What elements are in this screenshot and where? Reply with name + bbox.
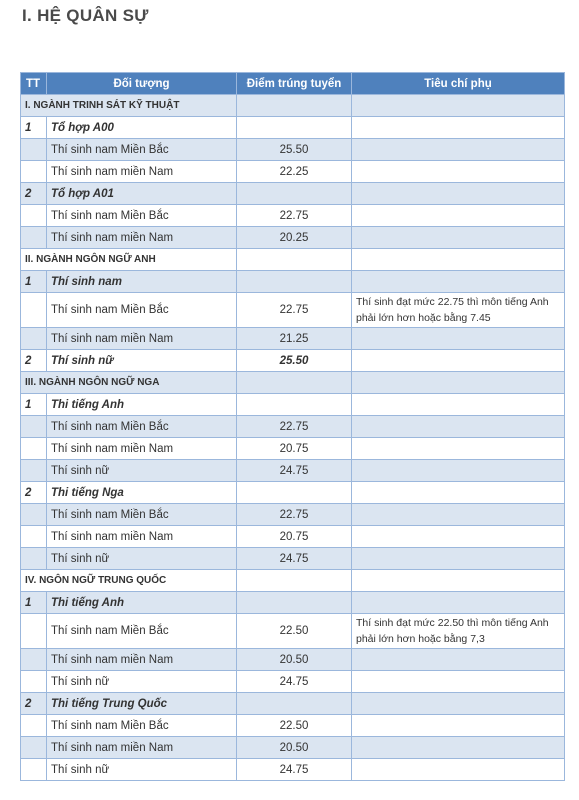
row-number — [21, 205, 47, 227]
candidate-label: Thí sinh nam miền Nam — [47, 526, 237, 548]
criteria-cell — [352, 504, 565, 526]
row-number — [21, 715, 47, 737]
candidate-label: Thí sinh nam miền Nam — [47, 328, 237, 350]
row-number: 2 — [21, 693, 47, 715]
criteria-cell — [352, 649, 565, 671]
table-row — [21, 416, 565, 438]
table-row — [21, 205, 565, 227]
candidate-label: Thí sinh nam Miền Bắc — [47, 293, 237, 328]
group-title: Thí sinh nam — [47, 271, 237, 293]
table-row — [21, 161, 565, 183]
score-cell: 22.75 — [237, 205, 352, 227]
criteria-cell — [352, 570, 565, 592]
score-cell — [237, 271, 352, 293]
criteria-cell — [352, 671, 565, 693]
candidate-label: Thí sinh nam miền Nam — [47, 438, 237, 460]
score-cell: 20.75 — [237, 526, 352, 548]
section-title: II. NGÀNH NGÔN NGỮ ANH — [21, 249, 237, 271]
group-title: Thi tiếng Anh — [47, 394, 237, 416]
candidate-label: Thí sinh nam miền Nam — [47, 227, 237, 249]
criteria-cell — [352, 693, 565, 715]
criteria-cell — [352, 715, 565, 737]
row-number: 1 — [21, 271, 47, 293]
group-row — [21, 350, 565, 372]
group-title: Thi tiếng Anh — [47, 592, 237, 614]
row-number — [21, 649, 47, 671]
admission-table — [20, 72, 565, 781]
candidate-label: Thí sinh nữ — [47, 548, 237, 570]
criteria-cell — [352, 416, 565, 438]
row-number — [21, 328, 47, 350]
criteria-cell — [352, 394, 565, 416]
criteria-cell — [352, 227, 565, 249]
candidate-label: Thí sinh nam Miền Bắc — [47, 504, 237, 526]
row-number — [21, 671, 47, 693]
score-cell — [237, 95, 352, 117]
candidate-label: Thí sinh nam miền Nam — [47, 737, 237, 759]
row-number: 2 — [21, 482, 47, 504]
group-title: Thi tiếng Trung Quốc — [47, 693, 237, 715]
row-number — [21, 737, 47, 759]
score-cell: 20.50 — [237, 737, 352, 759]
row-number: 2 — [21, 183, 47, 205]
table-row — [21, 328, 565, 350]
row-number — [21, 548, 47, 570]
group-row — [21, 592, 565, 614]
score-cell: 21.25 — [237, 328, 352, 350]
criteria-cell — [352, 205, 565, 227]
score-cell: 22.75 — [237, 416, 352, 438]
group-title: Thi tiếng Nga — [47, 482, 237, 504]
score-cell — [237, 693, 352, 715]
group-title: Tổ hợp A01 — [47, 183, 237, 205]
row-number — [21, 460, 47, 482]
row-number — [21, 438, 47, 460]
row-number — [21, 416, 47, 438]
table-body — [21, 95, 565, 781]
section-title: III. NGÀNH NGÔN NGỮ NGA — [21, 372, 237, 394]
criteria-cell — [352, 161, 565, 183]
header-score: Điểm trúng tuyển — [237, 73, 352, 95]
score-cell: 22.75 — [237, 504, 352, 526]
header-subject: Đối tượng — [47, 73, 237, 95]
row-number: 1 — [21, 117, 47, 139]
row-number — [21, 161, 47, 183]
score-cell: 24.75 — [237, 460, 352, 482]
group-row — [21, 117, 565, 139]
page-heading: I. HỆ QUÂN SỰ — [22, 6, 149, 25]
row-number — [21, 293, 47, 328]
table-row — [21, 737, 565, 759]
candidate-label: Thí sinh nam Miền Bắc — [47, 205, 237, 227]
table-row — [21, 759, 565, 781]
score-cell: 24.75 — [237, 548, 352, 570]
group-title: Thí sinh nữ — [47, 350, 237, 372]
candidate-label: Thí sinh nữ — [47, 671, 237, 693]
candidate-label: Thí sinh nam Miền Bắc — [47, 614, 237, 649]
group-row — [21, 693, 565, 715]
criteria-cell — [352, 592, 565, 614]
table-row — [21, 649, 565, 671]
criteria-cell — [352, 328, 565, 350]
candidate-label: Thí sinh nam Miền Bắc — [47, 416, 237, 438]
row-number: 2 — [21, 350, 47, 372]
group-row — [21, 482, 565, 504]
table-row — [21, 548, 565, 570]
criteria-cell — [352, 548, 565, 570]
criteria-cell — [352, 271, 565, 293]
criteria-cell — [352, 139, 565, 161]
header-tt: TT — [21, 73, 47, 95]
score-cell — [237, 592, 352, 614]
candidate-label: Thí sinh nữ — [47, 759, 237, 781]
criteria-cell — [352, 759, 565, 781]
score-cell — [237, 183, 352, 205]
score-cell — [237, 570, 352, 592]
group-row — [21, 271, 565, 293]
row-number — [21, 504, 47, 526]
criteria-cell — [352, 249, 565, 271]
candidate-label: Thí sinh nam Miền Bắc — [47, 139, 237, 161]
group-row — [21, 183, 565, 205]
criteria-cell — [352, 350, 565, 372]
section-title: IV. NGÔN NGỮ TRUNG QUỐC — [21, 570, 237, 592]
table-row — [21, 227, 565, 249]
section-title: I. NGÀNH TRINH SÁT KỸ THUẬT — [21, 95, 237, 117]
score-cell: 22.50 — [237, 614, 352, 649]
table-row — [21, 715, 565, 737]
table-row — [21, 139, 565, 161]
candidate-label: Thí sinh nam Miền Bắc — [47, 715, 237, 737]
row-number — [21, 139, 47, 161]
table-row — [21, 614, 565, 649]
row-number: 1 — [21, 394, 47, 416]
criteria-cell — [352, 526, 565, 548]
row-number — [21, 759, 47, 781]
score-cell: 20.25 — [237, 227, 352, 249]
score-cell: 25.50 — [237, 139, 352, 161]
criteria-cell: Thí sinh đạt mức 22.75 thì môn tiếng Anh phải lớn hơn hoặc bằng 7.45 — [352, 293, 565, 328]
row-number — [21, 526, 47, 548]
group-title: Tổ hợp A00 — [47, 117, 237, 139]
score-cell: 20.75 — [237, 438, 352, 460]
table-row — [21, 293, 565, 328]
criteria-cell — [352, 183, 565, 205]
section-row — [21, 372, 565, 394]
criteria-cell: Thí sinh đạt mức 22.50 thì môn tiếng Anh phải lớn hơn hoặc bằng 7,3 — [352, 614, 565, 649]
table-row — [21, 460, 565, 482]
section-row — [21, 249, 565, 271]
score-cell — [237, 249, 352, 271]
row-number: 1 — [21, 592, 47, 614]
table-header-row — [21, 73, 565, 95]
criteria-cell — [352, 438, 565, 460]
criteria-cell — [352, 372, 565, 394]
criteria-cell — [352, 95, 565, 117]
criteria-cell — [352, 460, 565, 482]
table-row — [21, 671, 565, 693]
group-row — [21, 394, 565, 416]
table-row — [21, 438, 565, 460]
score-cell — [237, 117, 352, 139]
criteria-cell — [352, 482, 565, 504]
score-cell: 20.50 — [237, 649, 352, 671]
score-cell — [237, 394, 352, 416]
score-cell: 24.75 — [237, 759, 352, 781]
criteria-cell — [352, 117, 565, 139]
score-cell: 22.25 — [237, 161, 352, 183]
candidate-label: Thí sinh nam miền Nam — [47, 161, 237, 183]
row-number — [21, 227, 47, 249]
section-row — [21, 95, 565, 117]
candidate-label: Thí sinh nữ — [47, 460, 237, 482]
candidate-label: Thí sinh nam miền Nam — [47, 649, 237, 671]
score-cell — [237, 482, 352, 504]
score-cell: 22.50 — [237, 715, 352, 737]
header-criteria: Tiêu chí phụ — [352, 73, 565, 95]
criteria-cell — [352, 737, 565, 759]
row-number — [21, 614, 47, 649]
score-cell: 22.75 — [237, 293, 352, 328]
table-row — [21, 526, 565, 548]
score-cell: 25.50 — [237, 350, 352, 372]
section-row — [21, 570, 565, 592]
score-cell — [237, 372, 352, 394]
score-cell: 24.75 — [237, 671, 352, 693]
table-row — [21, 504, 565, 526]
